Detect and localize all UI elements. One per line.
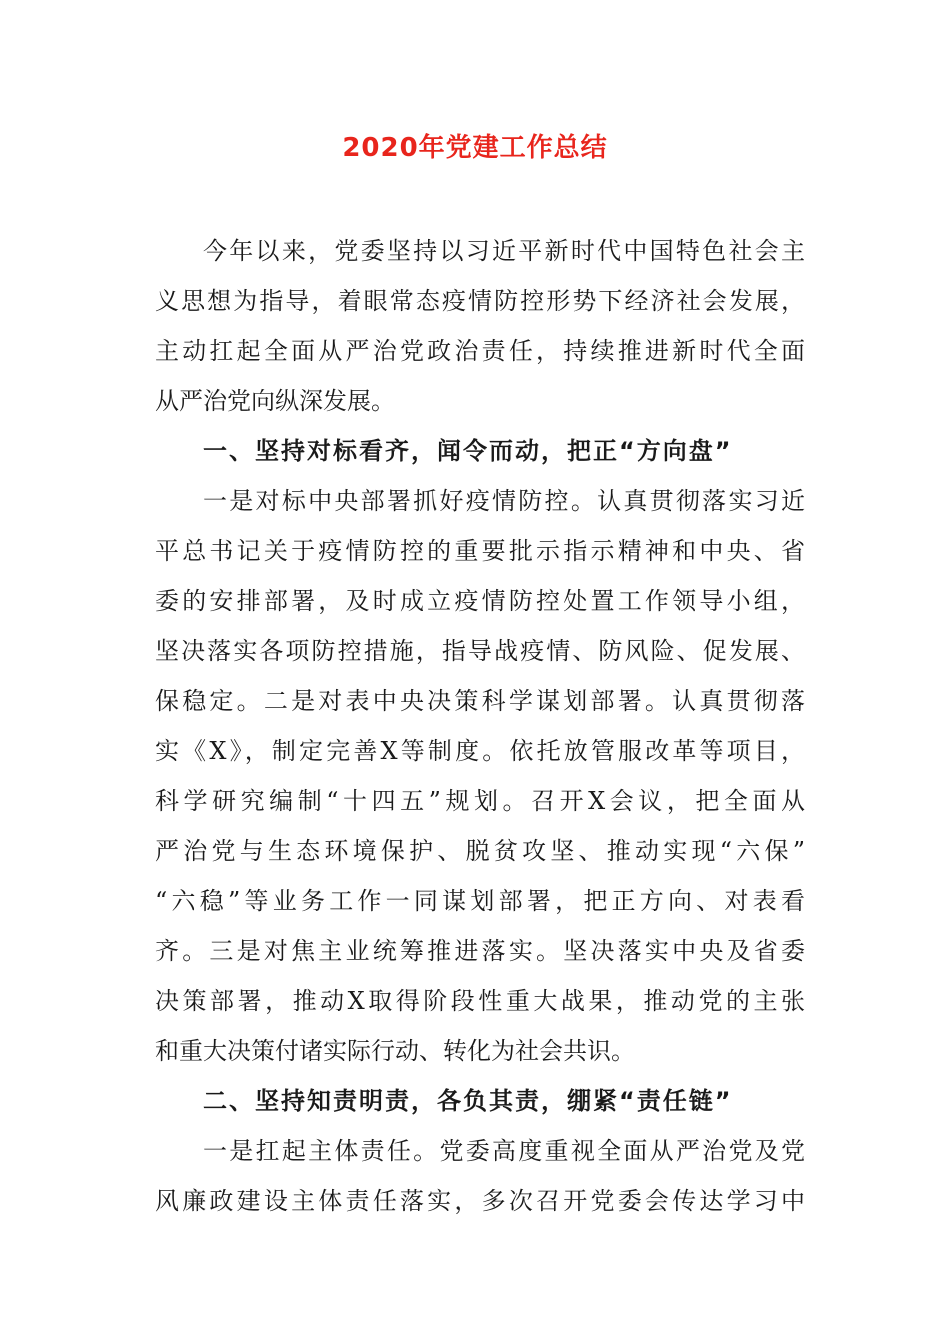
paragraph-line: 齐。三是对焦主业统筹推进落实。坚决落实中央及省委 [155,937,805,965]
paragraph-line: 主动扛起全面从严治党政治责任，持续推进新时代全面 [155,337,805,365]
paragraph-line: 一是对标中央部署抓好疫情防控。认真贯彻落实习近 [203,487,805,515]
section-heading-2: 二、坚持知责明责，各负其责，绷紧“责任链” [203,1087,733,1115]
section-heading-1: 一、坚持对标看齐，闻令而动，把正“方向盘” [203,437,733,465]
paragraph-line: 坚决落实各项防控措施，指导战疫情、防风险、促发展、 [155,637,805,665]
paragraph-line: 一是扛起主体责任。党委高度重视全面从严治党及党 [203,1137,805,1165]
paragraph-line: 从严治党向纵深发展。 [155,387,395,415]
paragraph-line: 科学研究编制“十四五”规划。召开X会议，把全面从 [155,787,805,815]
paragraph-line: 实《X》，制定完善X等制度。依托放管服改革等项目， [155,737,805,765]
paragraph-line: 委的安排部署，及时成立疫情防控处置工作领导小组， [155,587,805,615]
document-title: 2020年党建工作总结 [342,133,608,163]
paragraph-line: 今年以来，党委坚持以习近平新时代中国特色社会主 [203,237,805,265]
paragraph-line: “六稳”等业务工作一同谋划部署，把正方向、对表看 [155,887,805,915]
paragraph-line: 平总书记关于疫情防控的重要批示指示精神和中央、省 [155,537,805,565]
paragraph-line: 和重大决策付诸实际行动、转化为社会共识。 [155,1037,635,1065]
paragraph-line: 严治党与生态环境保护、脱贫攻坚、推动实现“六保” [155,837,805,865]
paragraph-line: 保稳定。二是对表中央决策科学谋划部署。认真贯彻落 [155,687,805,715]
paragraph-line: 风廉政建设主体责任落实，多次召开党委会传达学习中 [155,1187,805,1215]
paragraph-line: 义思想为指导，着眼常态疫情防控形势下经济社会发展， [155,287,805,315]
paragraph-line: 决策部署，推动X取得阶段性重大战果，推动党的主张 [155,987,805,1015]
